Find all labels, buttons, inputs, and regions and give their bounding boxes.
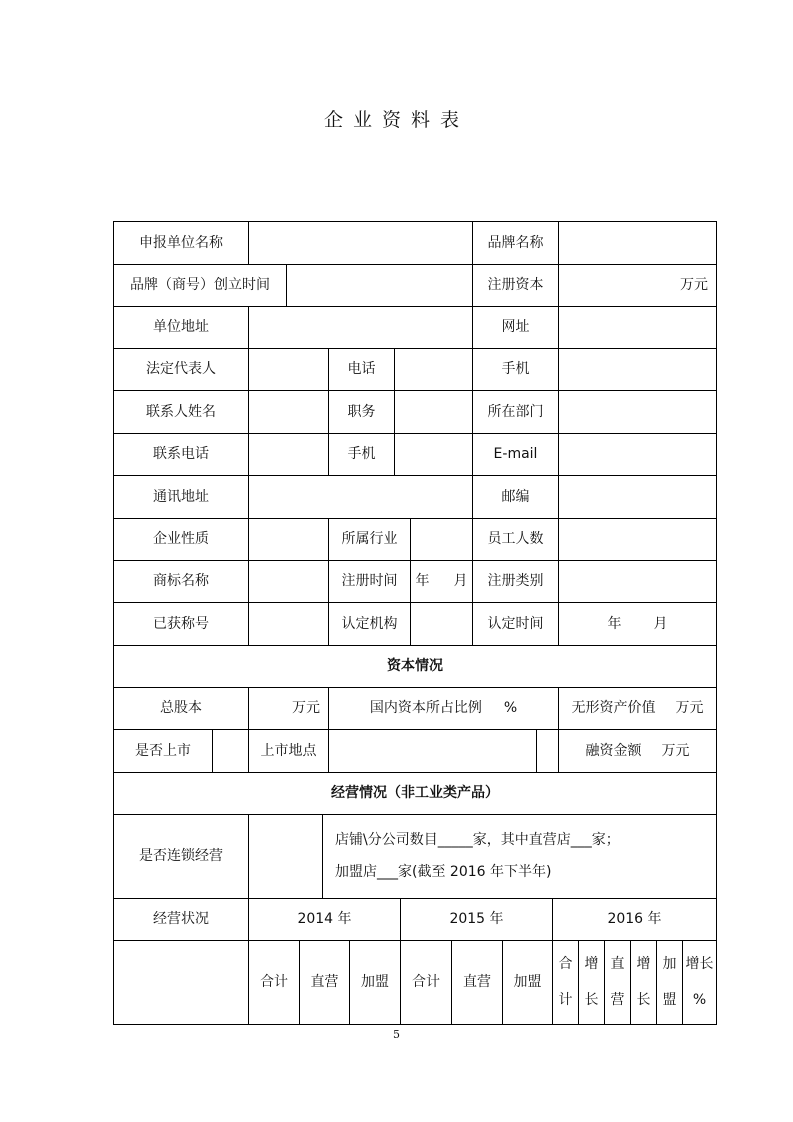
field-address[interactable]: [248, 306, 473, 349]
label-brand-founded: 品牌（商号）创立时间: [113, 264, 287, 307]
subheader-2015-direct: 直营: [451, 940, 503, 1025]
field-postcode[interactable]: [558, 475, 717, 519]
label-phone: 电话: [328, 348, 395, 391]
header-2016: 2016 年: [552, 898, 717, 941]
label-listing-place: 上市地点: [248, 729, 329, 773]
percent-label: %: [503, 700, 518, 717]
chain-line-2: 加盟店___家(截至 2016 年下半年): [335, 863, 552, 880]
label-legal-rep: 法定代表人: [113, 348, 249, 391]
field-legal-rep[interactable]: [248, 348, 329, 391]
subheader-2014-franchise: 加盟: [349, 940, 401, 1025]
section-capital: 资本情况: [113, 645, 717, 688]
label-enterprise-type: 企业性质: [113, 518, 249, 561]
field-mail-address[interactable]: [248, 475, 473, 519]
page-number: 5: [393, 1028, 400, 1041]
field-domestic-ratio[interactable]: [328, 687, 559, 730]
field-employees[interactable]: [558, 518, 717, 561]
label-contact-name: 联系人姓名: [113, 390, 249, 434]
field-cert-time[interactable]: [558, 602, 717, 646]
field-financing-amount[interactable]: [558, 729, 717, 773]
label-chain: 是否连锁经营: [113, 814, 249, 899]
label-contact-phone: 联系电话: [113, 433, 249, 476]
header-2014: 2014 年: [248, 898, 401, 941]
chain-detail[interactable]: [322, 814, 717, 899]
field-total-equity[interactable]: [248, 687, 329, 730]
unit-label: 万元: [675, 700, 704, 717]
subheader-text: %: [692, 991, 707, 1008]
label-domestic-ratio: 国内资本所占比例: [369, 700, 482, 717]
label-honors: 已获称号: [113, 602, 249, 646]
subheader-2014-direct: 直营: [299, 940, 350, 1025]
label-address: 单位地址: [113, 306, 249, 349]
month-label: 月: [653, 615, 668, 632]
label-department: 所在部门: [472, 390, 559, 434]
unit-label: 万元: [292, 700, 320, 717]
field-reg-category[interactable]: [558, 560, 717, 603]
subheader-text: 增: [636, 956, 651, 973]
subheader-2016-growth-total: [578, 940, 605, 1025]
field-applicant-name[interactable]: [248, 221, 473, 265]
year-label: 年: [607, 615, 622, 632]
header-2015: 2015 年: [400, 898, 553, 941]
subheader-text: 合: [558, 956, 573, 973]
label-mail-address: 通讯地址: [113, 475, 249, 519]
label-listed: 是否上市: [113, 729, 213, 773]
label-intangible-value: 无形资产价值: [571, 700, 656, 717]
label-registered-capital: 注册资本: [472, 264, 559, 307]
field-enterprise-type[interactable]: [248, 518, 329, 561]
unit-label: 万元: [680, 277, 708, 294]
field-listing-extra[interactable]: [536, 729, 559, 773]
label-financing-amount: 融资金额: [585, 742, 642, 759]
label-industry: 所属行业: [328, 518, 411, 561]
field-chain[interactable]: [248, 814, 323, 899]
field-listed[interactable]: [212, 729, 249, 773]
subheader-text: 直: [610, 956, 625, 973]
subheader-2016-total: [552, 940, 579, 1025]
label-position: 职务: [328, 390, 395, 434]
subheader-2014-total: 合计: [248, 940, 300, 1025]
field-contact-mobile[interactable]: [394, 433, 473, 476]
field-certifier[interactable]: [410, 602, 473, 646]
field-position[interactable]: [394, 390, 473, 434]
subheader-text: 加: [662, 956, 677, 973]
field-industry[interactable]: [410, 518, 473, 561]
subheader-2015-franchise: 加盟: [502, 940, 553, 1025]
field-phone[interactable]: [394, 348, 473, 391]
field-intangible-value[interactable]: [558, 687, 717, 730]
label-mobile: 手机: [472, 348, 559, 391]
label-trademark-name: 商标名称: [113, 560, 249, 603]
section-operations: 经营情况（非工业类产品）: [113, 772, 717, 815]
unit-label: 万元: [661, 742, 690, 759]
page-title: 企业资料表: [323, 109, 469, 131]
subheader-2016-franchise: [656, 940, 683, 1025]
label-ops-status: 经营状况: [113, 898, 249, 941]
label-contact-mobile: 手机: [328, 433, 395, 476]
field-honors[interactable]: [248, 602, 329, 646]
subheader-2016-direct: [604, 940, 631, 1025]
subheader-text: 计: [558, 991, 573, 1008]
subheader-text: 营: [610, 991, 625, 1008]
subheader-text: 盟: [662, 991, 677, 1008]
field-department[interactable]: [558, 390, 717, 434]
label-reg-time: 注册时间: [328, 560, 411, 603]
year-label: 年: [415, 573, 430, 590]
label-website: 网址: [472, 306, 559, 349]
field-listing-place[interactable]: [328, 729, 537, 773]
field-trademark-name[interactable]: [248, 560, 329, 603]
field-reg-time[interactable]: [410, 560, 473, 603]
subheader-text: 增: [584, 956, 599, 973]
subheader-text: 长: [584, 991, 599, 1008]
month-label: 月: [453, 573, 468, 590]
label-reg-category: 注册类别: [472, 560, 559, 603]
field-website[interactable]: [558, 306, 717, 349]
label-certifier: 认定机构: [328, 602, 411, 646]
subheader-2016-growth-direct: [630, 940, 657, 1025]
field-mobile[interactable]: [558, 348, 717, 391]
subheader-text: 长: [636, 991, 651, 1008]
field-ops-blank[interactable]: [113, 940, 249, 1025]
label-applicant-name: 申报单位名称: [113, 221, 249, 265]
field-contact-name[interactable]: [248, 390, 329, 434]
subheader-text: 增长: [685, 956, 714, 973]
field-registered-capital[interactable]: [558, 264, 717, 307]
chain-line-1: 店铺\分公司数目_____家，其中直营店___家；: [335, 832, 620, 849]
field-brand-founded[interactable]: [286, 264, 473, 307]
field-contact-phone[interactable]: [248, 433, 329, 476]
label-postcode: 邮编: [472, 475, 559, 519]
field-email[interactable]: [558, 433, 717, 476]
label-brand-name: 品牌名称: [472, 221, 559, 265]
label-total-equity: 总股本: [113, 687, 249, 730]
subheader-2016-growth-pct: [682, 940, 717, 1025]
label-cert-time: 认定时间: [472, 602, 559, 646]
label-employees: 员工人数: [472, 518, 559, 561]
subheader-2015-total: 合计: [400, 940, 452, 1025]
label-email: E-mail: [472, 433, 559, 476]
field-brand-name[interactable]: [558, 221, 717, 265]
